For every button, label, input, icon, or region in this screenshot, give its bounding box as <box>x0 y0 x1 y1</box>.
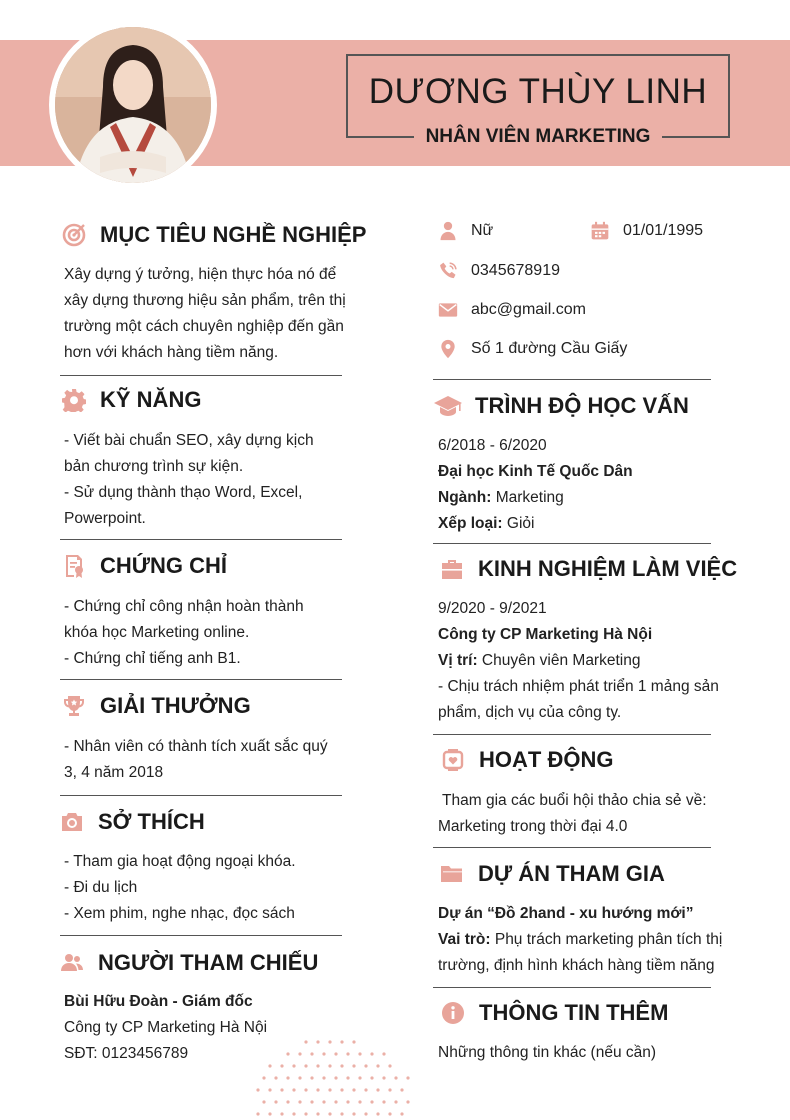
decorative-dot <box>340 1088 343 1091</box>
education-major: Ngành: Marketing <box>438 489 564 506</box>
projects-title: DỰ ÁN THAM GIA <box>478 861 665 886</box>
experience-position: Vị trí: Chuyên viên Marketing <box>438 652 641 669</box>
decorative-dot <box>298 1052 301 1055</box>
certificates-header <box>62 553 227 579</box>
decorative-dot <box>370 1052 373 1055</box>
reference-company: Công ty CP Marketing Hà Nội <box>64 1019 268 1036</box>
divider <box>433 734 711 735</box>
more-info-header <box>441 1000 668 1026</box>
decorative-dot <box>322 1076 325 1079</box>
divider <box>60 375 342 376</box>
decorative-dot <box>274 1076 277 1079</box>
decorative-dot <box>280 1064 283 1067</box>
decorative-dot <box>358 1052 361 1055</box>
decorative-dot <box>292 1112 295 1115</box>
decorative-dot <box>406 1076 409 1079</box>
references-header <box>60 950 318 976</box>
divider <box>60 539 342 540</box>
decorative-dot <box>304 1088 307 1091</box>
avatar <box>55 27 211 183</box>
skills-text: - Viết bài chuẩn SEO, xây dựng kịch bản chương trình sự kiện. - Sử dụng thành thạo Word, Excel, Powerpoint. <box>64 432 314 527</box>
decorative-dot <box>340 1040 343 1043</box>
experience-title: KINH NGHIỆM LÀM VIỆC <box>478 556 738 581</box>
more-info-text: Những thông tin khác (nếu cần) <box>438 1044 657 1061</box>
decorative-dot <box>316 1040 319 1043</box>
awards-text: - Nhân viên có thành tích xuất sắc quý 3, 4 năm 2018 <box>64 738 328 781</box>
decorative-dot <box>256 1088 259 1091</box>
activities-title: HOẠT ĐỘNG <box>479 747 614 772</box>
decorative-dot <box>274 1100 277 1103</box>
education-title: TRÌNH ĐỘ HỌC VẤN <box>475 393 689 418</box>
target-icon <box>62 223 86 247</box>
certificates-title: CHỨNG CHỈ <box>100 553 228 578</box>
decorative-dot <box>376 1088 379 1091</box>
decorative-dot <box>364 1064 367 1067</box>
activities-header <box>441 747 613 773</box>
decorative-dot <box>286 1052 289 1055</box>
graduation-cap-icon <box>433 394 463 418</box>
experience-period: 9/2020 - 9/2021 <box>438 600 547 617</box>
experience-company: Công ty CP Marketing Hà Nội <box>438 626 653 643</box>
job-title-wrap <box>346 124 730 150</box>
decorative-dot <box>382 1052 385 1055</box>
decorative-dot <box>400 1112 403 1115</box>
decorative-dot <box>316 1112 319 1115</box>
decorative-dot <box>286 1076 289 1079</box>
decorative-dot <box>280 1112 283 1115</box>
divider <box>60 679 342 680</box>
decorative-dot <box>292 1088 295 1091</box>
education-school: Đại học Kinh Tế Quốc Dân <box>438 463 633 480</box>
hobbies-text: - Tham gia hoạt động ngoại khóa. - Đi du lịch - Xem phim, nghe nhạc, đọc sách <box>64 853 296 922</box>
certificates-text: - Chứng chỉ công nhận hoàn thành khóa học Marketing online. - Chứng chỉ tiếng anh B1. <box>64 598 304 667</box>
objective-text: Xây dựng ý tưởng, hiện thực hóa nó để xây dựng thương hiệu sản phẩm, trên thị trường một cách chuyên nghiệp đến gần hơn với khách hàng tiềm năng. <box>64 266 346 361</box>
project-name: Dự án “Đồ 2hand - xu hướng mới” <box>438 905 694 922</box>
divider <box>60 935 342 936</box>
skills-header <box>62 387 201 413</box>
certificate-icon <box>62 554 86 578</box>
decorative-dot <box>376 1064 379 1067</box>
decorative-dot <box>346 1052 349 1055</box>
decorative-dot <box>388 1064 391 1067</box>
decorative-dot <box>316 1064 319 1067</box>
awards-header <box>62 693 251 719</box>
decorative-dot <box>304 1040 307 1043</box>
heart-badge-icon <box>441 748 465 772</box>
gear-icon <box>62 388 86 412</box>
decorative-dot <box>388 1112 391 1115</box>
decorative-dot <box>310 1100 313 1103</box>
decorative-dot <box>352 1088 355 1091</box>
divider <box>433 543 711 544</box>
decorative-dot <box>322 1052 325 1055</box>
activities-text: Tham gia các buổi hội thảo chia sẻ về: Marketing trong thời đại 4.0 <box>438 792 707 835</box>
person-icon <box>437 220 459 242</box>
decorative-dot <box>310 1076 313 1079</box>
decorative-dot <box>256 1112 259 1115</box>
awards-title: GIẢI THƯỞNG <box>100 693 251 718</box>
decorative-dot <box>340 1064 343 1067</box>
decorative-dot <box>352 1064 355 1067</box>
decorative-dot <box>304 1112 307 1115</box>
decorative-dot <box>364 1112 367 1115</box>
decorative-dot <box>280 1088 283 1091</box>
decorative-dot <box>352 1112 355 1115</box>
decorative-dot <box>394 1076 397 1079</box>
objective-header <box>62 222 366 248</box>
decorative-dot <box>328 1064 331 1067</box>
decorative-dots <box>240 1036 420 1120</box>
skills-title: KỸ NĂNG <box>100 387 202 412</box>
decorative-dot <box>286 1100 289 1103</box>
envelope-icon <box>437 299 459 321</box>
decorative-dot <box>268 1112 271 1115</box>
references-title: NGƯỜI THAM CHIẾU <box>98 950 319 975</box>
references-text <box>64 989 267 1067</box>
decorative-dot <box>388 1088 391 1091</box>
people-icon <box>60 951 84 975</box>
contact-address: Số 1 đường Cầu Giấy <box>437 338 627 360</box>
experience-text: 9/2020 - 9/2021 Công ty CP Marketing Hà Nội Vị trí: Chuyên viên Marketing - Chịu trách nhiệm phát triển 1 mảng sản phẩm, dịch vụ của công ty. <box>438 596 719 726</box>
trophy-icon <box>62 694 86 718</box>
decorative-dot <box>328 1112 331 1115</box>
contact-phone: 0345678919 <box>437 260 560 282</box>
hobbies-title: SỞ THÍCH <box>98 809 205 834</box>
decorative-dot <box>328 1040 331 1043</box>
decorative-dot <box>268 1088 271 1091</box>
decorative-dot <box>262 1100 265 1103</box>
decorative-dot <box>322 1100 325 1103</box>
decorative-dot <box>292 1064 295 1067</box>
decorative-dot <box>370 1076 373 1079</box>
decorative-dot <box>358 1076 361 1079</box>
decorative-dot <box>370 1100 373 1103</box>
briefcase-icon <box>440 557 464 581</box>
divider <box>433 987 711 988</box>
decorative-dot <box>334 1052 337 1055</box>
calendar-icon <box>589 220 611 242</box>
job-title: NHÂN VIÊN MARKETING <box>425 126 651 147</box>
more-info-title: THÔNG TIN THÊM <box>479 1000 669 1025</box>
location-pin-icon <box>437 338 459 360</box>
decorative-dot <box>364 1088 367 1091</box>
divider <box>433 379 711 380</box>
decorative-dot <box>394 1100 397 1103</box>
decorative-dot <box>298 1076 301 1079</box>
decorative-dot <box>406 1100 409 1103</box>
decorative-dot <box>352 1040 355 1043</box>
contact-gender: Nữ <box>437 220 493 242</box>
decorative-dot <box>298 1100 301 1103</box>
decorative-dot <box>400 1088 403 1091</box>
education-grade: Xếp loại: Giỏi <box>438 515 535 532</box>
decorative-dot <box>328 1088 331 1091</box>
decorative-dot <box>346 1100 349 1103</box>
divider <box>60 795 342 796</box>
decorative-dot <box>340 1112 343 1115</box>
experience-header <box>440 556 737 582</box>
decorative-dot <box>316 1088 319 1091</box>
hobbies-header <box>60 809 205 835</box>
decorative-dot <box>382 1076 385 1079</box>
education-text <box>438 433 633 537</box>
decorative-dot <box>382 1100 385 1103</box>
projects-header <box>440 861 665 887</box>
contact-email: abc@gmail.com <box>437 299 586 321</box>
phone-icon <box>437 260 459 282</box>
decorative-dot <box>304 1064 307 1067</box>
objective-title: MỤC TIÊU NGHỀ NGHIỆP <box>100 222 367 247</box>
info-icon <box>441 1001 465 1025</box>
project-role: Vai trò: Phụ trách marketing phân tích thị <box>438 931 723 948</box>
contact-birthday: 01/01/1995 <box>589 220 703 242</box>
education-header <box>433 393 689 419</box>
decorative-dot <box>310 1052 313 1055</box>
candidate-name: DƯƠNG THÙY LINH <box>368 72 708 111</box>
reference-name: Bùi Hữu Đoàn - Giám đốc <box>64 993 253 1010</box>
reference-phone: SĐT: 0123456789 <box>64 1045 189 1062</box>
education-period: 6/2018 - 6/2020 <box>438 437 547 454</box>
decorative-dot <box>268 1064 271 1067</box>
decorative-dot <box>334 1076 337 1079</box>
camera-icon <box>60 810 84 834</box>
divider <box>433 847 711 848</box>
decorative-dot <box>376 1112 379 1115</box>
folder-icon <box>440 862 464 886</box>
decorative-dot <box>358 1100 361 1103</box>
projects-text: Dự án “Đồ 2hand - xu hướng mới” Vai trò: Phụ trách marketing phân tích thị trường, định hình khách hàng tiềm năng <box>438 901 722 979</box>
decorative-dot <box>346 1076 349 1079</box>
decorative-dot <box>262 1076 265 1079</box>
decorative-dot <box>334 1100 337 1103</box>
